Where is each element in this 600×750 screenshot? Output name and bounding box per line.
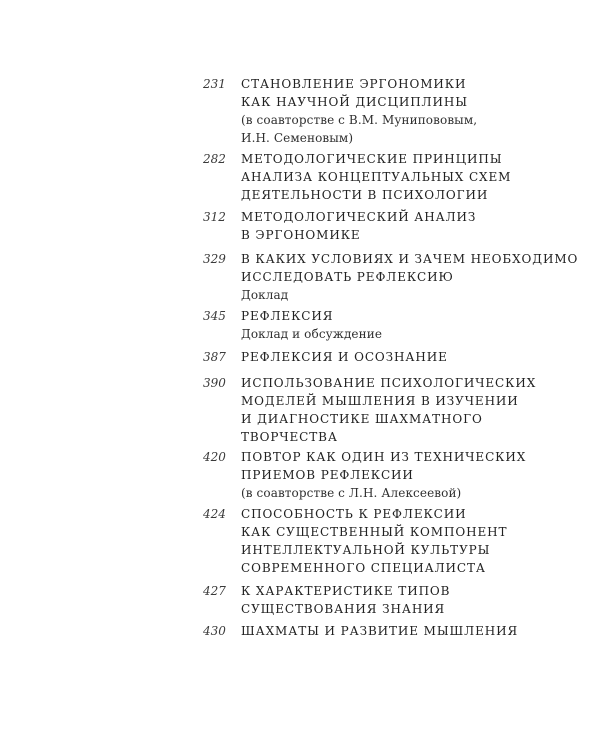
title-line: АНАЛИЗА КОНЦЕПТУАЛЬНЫХ СХЕМ (241, 170, 512, 184)
entry-title (241, 448, 571, 484)
title-line: ИССЛЕДОВАТЬ РЕФЛЕКСИЮ (241, 270, 454, 284)
title-line: ИНТЕЛЛЕКТУАЛЬНОЙ КУЛЬТУРЫ (241, 543, 491, 557)
title-line: ДЕЯТЕЛЬНОСТИ В ПСИХОЛОГИИ (241, 188, 489, 202)
title-line: МЕТОДОЛОГИЧЕСКИЕ ПРИНЦИПЫ (241, 152, 503, 166)
title-line: СУЩЕСТВОВАНИЯ ЗНАНИЯ (241, 602, 446, 616)
entry-body (241, 582, 571, 618)
title-line: СТАНОВЛЕНИЕ ЭРГОНОМИКИ (241, 77, 467, 91)
title-line: ПРИЕМОВ РЕФЛЕКСИИ (241, 468, 414, 482)
entry-title (241, 505, 571, 577)
entry-note (241, 484, 571, 502)
entry-body (241, 307, 571, 343)
entry-body (241, 505, 571, 577)
note-line: (в соавторстве с Л.Н. Алексеевой) (241, 486, 462, 500)
title-line: РЕФЛЕКСИЯ (241, 309, 334, 323)
entry-body (241, 622, 571, 640)
title-line: КАК СУЩЕСТВЕННЫЙ КОМПОНЕНТ (241, 525, 508, 539)
page-number: 420 (203, 450, 226, 464)
title-line: В ЭРГОНОМИКЕ (241, 228, 361, 242)
title-line: К ХАРАКТЕРИСТИКЕ ТИПОВ (241, 584, 451, 598)
entry-title (241, 75, 571, 111)
note-line: (в соавторстве с В.М. Мунипововым, (241, 113, 478, 127)
entry-title (241, 150, 571, 204)
title-line: ШАХМАТЫ И РАЗВИТИЕ МЫШЛЕНИЯ (241, 624, 519, 638)
title-line: РЕФЛЕКСИЯ И ОСОЗНАНИЕ (241, 350, 448, 364)
title-line: ТВОРЧЕСТВА (241, 430, 338, 444)
page-number: 430 (203, 624, 226, 638)
title-line: И ДИАГНОСТИКЕ ШАХМАТНОГО (241, 412, 483, 426)
title-line: В КАКИХ УСЛОВИЯХ И ЗАЧЕМ НЕОБХОДИМО (241, 252, 579, 266)
note-line: И.Н. Семеновым) (241, 131, 354, 145)
title-line: СПОСОБНОСТЬ К РЕФЛЕКСИИ (241, 507, 467, 521)
page-number: 390 (203, 376, 226, 390)
page-number: 345 (203, 309, 226, 323)
title-line: МОДЕЛЕЙ МЫШЛЕНИЯ В ИЗУЧЕНИИ (241, 394, 519, 408)
page-number: 329 (203, 252, 226, 266)
title-line: ИСПОЛЬЗОВАНИЕ ПСИХОЛОГИЧЕСКИХ (241, 376, 537, 390)
page-number: 424 (203, 507, 226, 521)
entry-title (241, 582, 571, 618)
entry-body (241, 75, 571, 147)
page-number: 282 (203, 152, 226, 166)
entry-title (241, 250, 579, 286)
entry-note (241, 325, 571, 343)
entry-title (241, 307, 571, 325)
entry-body (241, 208, 571, 244)
title-line: СОВРЕМЕННОГО СПЕЦИАЛИСТА (241, 561, 486, 575)
entry-body (241, 250, 579, 304)
entry-note (241, 286, 571, 304)
title-line: ПОВТОР КАК ОДИН ИЗ ТЕХНИЧЕСКИХ (241, 450, 527, 464)
entry-title (241, 348, 571, 366)
note-line: Доклад и обсуждение (241, 327, 383, 341)
page-number: 427 (203, 584, 226, 598)
entry-body (241, 348, 571, 366)
entry-body (241, 150, 571, 204)
page-number: 231 (203, 77, 226, 91)
note-line: Доклад (241, 288, 289, 302)
entry-body (241, 374, 571, 446)
title-line: КАК НАУЧНОЙ ДИСЦИПЛИНЫ (241, 95, 468, 109)
page-number: 312 (203, 210, 226, 224)
entry-title (241, 622, 571, 640)
entry-note (241, 111, 571, 147)
entry-title (241, 374, 571, 446)
page-number: 387 (203, 350, 226, 364)
entry-body (241, 448, 571, 502)
entry-title (241, 208, 571, 244)
title-line: МЕТОДОЛОГИЧЕСКИЙ АНАЛИЗ (241, 210, 477, 224)
